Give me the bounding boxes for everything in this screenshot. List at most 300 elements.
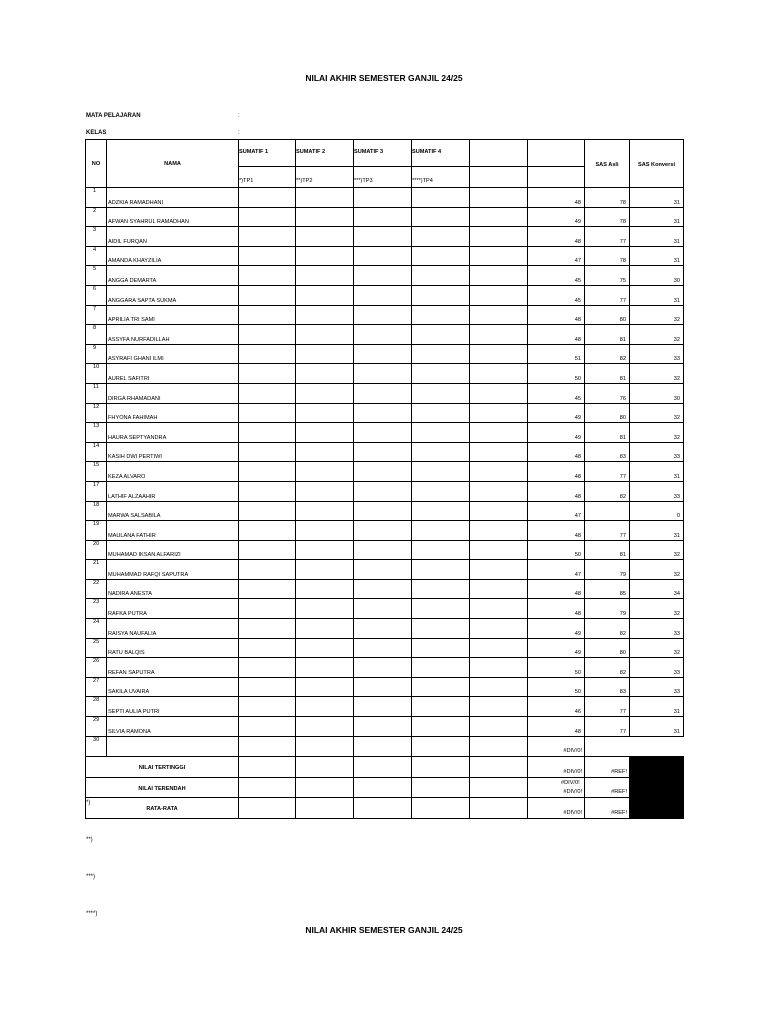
score-cell[interactable] [296, 462, 354, 482]
row-nama: SAKILA UVAIRA [107, 677, 239, 697]
row-total: 48 [528, 599, 585, 619]
row-nama: DIRGA RHAMADANI [107, 383, 239, 403]
score-cell[interactable] [412, 717, 470, 737]
score-cell[interactable] [296, 325, 354, 345]
row-total: 49 [528, 423, 585, 443]
score-cell[interactable] [239, 462, 296, 482]
summary-sas-konversi [630, 798, 684, 819]
score-cell[interactable] [412, 481, 470, 501]
score-cell[interactable] [296, 560, 354, 580]
header-empty-3 [470, 167, 528, 188]
summary-sas-asli: #REF! [585, 757, 630, 778]
row-nama: ASSYFA NURFADILLAH [107, 325, 239, 345]
score-cell[interactable] [412, 403, 470, 423]
score-cell[interactable] [470, 246, 528, 266]
table-row [86, 207, 684, 227]
row-nama: AMANDA KHAYZILIA [107, 246, 239, 266]
row-nama: KASIH DWI PERTIWI [107, 442, 239, 462]
table-row [86, 364, 684, 384]
score-cell[interactable] [412, 638, 470, 658]
header-sumatif-4: SUMATIF 4 [412, 140, 470, 167]
row-no: 17 [86, 481, 107, 501]
score-cell[interactable] [354, 246, 412, 266]
summary-cell [354, 757, 412, 778]
table-row [86, 266, 684, 286]
score-cell[interactable] [296, 227, 354, 247]
summary-label: NILAI TERENDAH [86, 777, 239, 798]
summary-cell [354, 777, 412, 798]
row-nama: RAISYA NAUFALIA [107, 619, 239, 639]
header-empty-4 [528, 167, 585, 188]
score-cell[interactable] [296, 364, 354, 384]
table-row [86, 717, 684, 737]
score-cell[interactable] [412, 246, 470, 266]
score-cell[interactable] [354, 188, 412, 208]
header-sas-konversi: SAS Konversi [630, 140, 684, 188]
header-tp4: ****)TP4 [412, 167, 470, 188]
row-nama: RAFKA PUTRA [107, 599, 239, 619]
score-cell[interactable] [470, 501, 528, 521]
score-cell[interactable] [239, 619, 296, 639]
table-row [86, 305, 684, 325]
row-total: 47 [528, 560, 585, 580]
table-row [86, 188, 684, 208]
score-cell[interactable] [470, 266, 528, 286]
header-sumatif-3: SUMATIF 3 [354, 140, 412, 167]
score-cell[interactable] [354, 364, 412, 384]
score-cell[interactable] [296, 442, 354, 462]
score-cell[interactable] [412, 658, 470, 678]
score-cell[interactable] [412, 677, 470, 697]
score-cell[interactable] [412, 619, 470, 639]
header-sumatif-1: SUMATIF 1 [239, 140, 296, 167]
row-sas-asli: 81 [585, 540, 630, 560]
row-sas-konversi: 32 [630, 325, 684, 345]
row-total: 50 [528, 658, 585, 678]
score-cell[interactable] [470, 481, 528, 501]
summary-sas-konversi [630, 757, 684, 778]
subject-value[interactable]: : [238, 113, 240, 119]
score-cell[interactable] [239, 658, 296, 678]
score-cell[interactable] [354, 638, 412, 658]
score-cell[interactable] [412, 599, 470, 619]
score-cell[interactable] [412, 442, 470, 462]
score-cell[interactable] [296, 619, 354, 639]
score-cell[interactable] [412, 501, 470, 521]
score-cell[interactable] [412, 227, 470, 247]
score-cell[interactable] [470, 677, 528, 697]
score-cell[interactable] [296, 697, 354, 717]
score-cell[interactable] [354, 717, 412, 737]
row-sas-konversi: 33 [630, 658, 684, 678]
row-no: 12 [86, 403, 107, 423]
score-cell[interactable] [412, 305, 470, 325]
score-cell[interactable] [239, 423, 296, 443]
score-cell[interactable] [296, 481, 354, 501]
score-cell[interactable] [354, 227, 412, 247]
summary-cell [296, 757, 354, 778]
row-no: 10 [86, 364, 107, 384]
score-cell[interactable] [296, 246, 354, 266]
score-cell[interactable] [470, 285, 528, 305]
summary-cell [239, 757, 296, 778]
table-row [86, 442, 684, 462]
row-sas-asli: 79 [585, 560, 630, 580]
table-row [86, 619, 684, 639]
score-cell[interactable] [239, 521, 296, 541]
page-title: NILAI AKHIR SEMESTER GANJIL 24/25 [305, 73, 463, 83]
row-total: 48 [528, 579, 585, 599]
footnote-4: ****) [86, 911, 98, 917]
score-cell[interactable] [354, 619, 412, 639]
row-nama: KEZA ALVARO [107, 462, 239, 482]
score-cell[interactable] [470, 403, 528, 423]
score-cell[interactable] [470, 227, 528, 247]
row-nama: MUHAMAD IKSAN ALFARIZI [107, 540, 239, 560]
row-no: 30 [86, 736, 107, 757]
score-cell[interactable] [296, 344, 354, 364]
row-sas-asli: 83 [585, 442, 630, 462]
row-sas-konversi: 32 [630, 305, 684, 325]
score-cell[interactable] [470, 521, 528, 541]
summary-sas-asli: #REF! [585, 777, 630, 798]
score-cell[interactable] [354, 521, 412, 541]
score-cell[interactable] [470, 383, 528, 403]
row-sas-konversi: 31 [630, 188, 684, 208]
score-cell[interactable] [296, 383, 354, 403]
score-cell[interactable] [354, 325, 412, 345]
score-cell[interactable] [239, 736, 296, 757]
row-no: 23 [86, 599, 107, 619]
subject-label-text: MATA PELAJARAN [86, 113, 141, 119]
score-cell[interactable] [412, 579, 470, 599]
row-sas-asli: 81 [585, 325, 630, 345]
score-cell[interactable] [470, 560, 528, 580]
score-cell[interactable] [470, 344, 528, 364]
row-no: 3 [86, 227, 107, 247]
row-total: 47 [528, 246, 585, 266]
score-cell[interactable] [239, 383, 296, 403]
score-cell[interactable] [296, 521, 354, 541]
table-row [86, 736, 684, 757]
table-row [86, 501, 684, 521]
score-cell[interactable] [354, 423, 412, 443]
row-sas-konversi: 33 [630, 442, 684, 462]
score-cell[interactable] [354, 560, 412, 580]
score-cell[interactable] [239, 246, 296, 266]
summary-cell [296, 777, 354, 798]
score-cell[interactable] [354, 462, 412, 482]
score-cell[interactable] [412, 344, 470, 364]
row-sas-konversi: 31 [630, 207, 684, 227]
row-no: 21 [86, 560, 107, 580]
header-empty-2 [528, 140, 585, 167]
summary-cell [412, 777, 470, 798]
score-cell[interactable] [354, 305, 412, 325]
score-cell[interactable] [470, 638, 528, 658]
score-cell[interactable] [470, 736, 528, 757]
row-total: 50 [528, 677, 585, 697]
score-cell[interactable] [296, 579, 354, 599]
score-cell[interactable] [239, 364, 296, 384]
score-cell[interactable] [239, 207, 296, 227]
score-cell[interactable] [239, 717, 296, 737]
header-row-1 [86, 140, 684, 167]
score-cell[interactable] [296, 540, 354, 560]
row-no: 11 [86, 383, 107, 403]
score-cell[interactable] [239, 677, 296, 697]
score-cell[interactable] [296, 677, 354, 697]
class-label [86, 130, 240, 136]
table-row [86, 481, 684, 501]
score-cell[interactable] [470, 697, 528, 717]
row-total: 46 [528, 697, 585, 717]
score-cell[interactable] [354, 658, 412, 678]
summary-total: #DIV/0! [528, 777, 585, 798]
score-cell[interactable] [470, 658, 528, 678]
row-no: 24 [86, 619, 107, 639]
score-cell[interactable] [470, 423, 528, 443]
row-sas-konversi: 32 [630, 540, 684, 560]
summary-cell [239, 798, 296, 819]
score-cell[interactable] [239, 325, 296, 345]
row-nama: LATHIF ALZAAHIR [107, 481, 239, 501]
row-sas-konversi: 34 [630, 579, 684, 599]
score-cell[interactable] [412, 325, 470, 345]
score-cell[interactable] [239, 188, 296, 208]
row-sas-konversi: 32 [630, 599, 684, 619]
row-no: 25 [86, 638, 107, 658]
score-cell[interactable] [296, 403, 354, 423]
score-cell[interactable] [470, 540, 528, 560]
score-cell[interactable] [239, 227, 296, 247]
score-cell[interactable] [354, 266, 412, 286]
score-cell[interactable] [354, 442, 412, 462]
row-no: 28 [86, 697, 107, 717]
row-sas-konversi: 32 [630, 364, 684, 384]
score-cell[interactable] [296, 207, 354, 227]
score-cell[interactable] [296, 638, 354, 658]
score-cell[interactable] [239, 442, 296, 462]
score-cell[interactable] [354, 697, 412, 717]
score-cell[interactable] [354, 207, 412, 227]
score-cell[interactable] [296, 285, 354, 305]
score-cell[interactable] [412, 540, 470, 560]
score-cell[interactable] [412, 207, 470, 227]
score-cell[interactable] [354, 285, 412, 305]
row-sas-asli: 77 [585, 462, 630, 482]
score-cell[interactable] [470, 305, 528, 325]
row-nama: FHYONA FAHIMAH [107, 403, 239, 423]
row-total: 45 [528, 285, 585, 305]
row-total: 47 [528, 501, 585, 521]
row-sas-asli: 76 [585, 383, 630, 403]
row-nama: ADZKIA RAMADHANI [107, 188, 239, 208]
row-sas-konversi: 31 [630, 227, 684, 247]
row-no: 7 [86, 305, 107, 325]
subject-label [86, 113, 240, 119]
row-sas-konversi: 30 [630, 383, 684, 403]
row-nama: APRILIA TRI SAMI [107, 305, 239, 325]
row-total: 45 [528, 266, 585, 286]
row-sas-konversi: 31 [630, 521, 684, 541]
row-nama: HAURA SEPTYANDRA [107, 423, 239, 443]
score-cell[interactable] [354, 344, 412, 364]
row-sas-asli: 79 [585, 599, 630, 619]
score-cell[interactable] [412, 188, 470, 208]
score-cell[interactable] [412, 462, 470, 482]
row-no: 13 [86, 423, 107, 443]
score-cell[interactable] [239, 560, 296, 580]
table-row [86, 599, 684, 619]
score-cell[interactable] [239, 638, 296, 658]
row-nama: MAULANA FATHIR [107, 521, 239, 541]
score-cell[interactable] [412, 285, 470, 305]
class-value[interactable]: : [238, 130, 240, 136]
table-row [86, 285, 684, 305]
score-cell[interactable] [412, 266, 470, 286]
table-row [86, 697, 684, 717]
table-row [86, 403, 684, 423]
score-cell[interactable] [354, 383, 412, 403]
footnote-1: *) [86, 800, 91, 806]
score-cell[interactable] [412, 560, 470, 580]
table-row [86, 638, 684, 658]
footnote-3: ***) [86, 874, 96, 880]
row-sas-asli: 77 [585, 521, 630, 541]
score-cell[interactable] [296, 658, 354, 678]
row-total: 48 [528, 305, 585, 325]
row-no: 27 [86, 677, 107, 697]
score-cell[interactable] [354, 481, 412, 501]
score-cell[interactable] [354, 736, 412, 757]
score-cell[interactable] [354, 579, 412, 599]
score-cell[interactable] [296, 717, 354, 737]
score-cell[interactable] [239, 540, 296, 560]
row-nama: AFWAN SYAHRUL RAMADHAN [107, 207, 239, 227]
table-row [86, 227, 684, 247]
score-cell[interactable] [239, 285, 296, 305]
score-cell[interactable] [470, 599, 528, 619]
class-label-text: KELAS [86, 130, 107, 136]
score-cell[interactable] [239, 481, 296, 501]
row-sas-asli: 82 [585, 619, 630, 639]
summary-cell [470, 777, 528, 798]
row-sas-asli: 77 [585, 697, 630, 717]
score-cell[interactable] [296, 305, 354, 325]
score-cell[interactable] [354, 403, 412, 423]
score-cell[interactable] [239, 501, 296, 521]
score-cell[interactable] [354, 599, 412, 619]
header-nama: NAMA [107, 140, 239, 188]
summary-cell [412, 757, 470, 778]
row-no: 15 [86, 462, 107, 482]
score-cell[interactable] [239, 305, 296, 325]
row-nama[interactable] [107, 736, 239, 757]
header-no: NO [86, 140, 107, 188]
summary-cell [239, 777, 296, 798]
row-no: 14 [86, 442, 107, 462]
score-cell[interactable] [470, 364, 528, 384]
row-sas-asli: 82 [585, 658, 630, 678]
score-cell[interactable] [239, 579, 296, 599]
row-sas-konversi: 31 [630, 246, 684, 266]
score-cell[interactable] [470, 579, 528, 599]
score-cell[interactable] [412, 423, 470, 443]
score-cell[interactable] [412, 364, 470, 384]
row-nama: SEPTI AULIA PUTRI [107, 697, 239, 717]
header-sumatif-2: SUMATIF 2 [296, 140, 354, 167]
row-sas-asli: 77 [585, 285, 630, 305]
score-cell[interactable] [296, 266, 354, 286]
table-row [86, 383, 684, 403]
score-cell[interactable] [239, 266, 296, 286]
score-cell[interactable] [412, 736, 470, 757]
score-cell[interactable] [296, 501, 354, 521]
score-cell[interactable] [239, 599, 296, 619]
footnote-2: **) [86, 837, 93, 843]
score-cell[interactable] [296, 423, 354, 443]
row-sas-konversi: 0 [630, 501, 684, 521]
score-cell[interactable] [412, 383, 470, 403]
score-cell[interactable] [412, 697, 470, 717]
score-cell[interactable] [354, 540, 412, 560]
row-sas-konversi: 33 [630, 481, 684, 501]
score-cell[interactable] [239, 344, 296, 364]
summary-cell [412, 798, 470, 819]
score-cell[interactable] [470, 462, 528, 482]
score-cell[interactable] [470, 442, 528, 462]
score-cell[interactable] [412, 521, 470, 541]
row-sas-asli: 81 [585, 364, 630, 384]
row-nama: ANGGA DEMARTA [107, 266, 239, 286]
score-cell[interactable] [296, 736, 354, 757]
summary-cell [470, 798, 528, 819]
summary-cell [296, 798, 354, 819]
score-cell[interactable] [296, 599, 354, 619]
row-sas-konversi: 31 [630, 697, 684, 717]
header-tp1: *)TP1 [239, 167, 296, 188]
score-cell[interactable] [470, 325, 528, 345]
row-no: 4 [86, 246, 107, 266]
row-no: 8 [86, 325, 107, 345]
score-cell[interactable] [239, 403, 296, 423]
row-no: 5 [86, 266, 107, 286]
score-cell[interactable] [470, 619, 528, 639]
row-no: 6 [86, 285, 107, 305]
score-cell[interactable] [296, 188, 354, 208]
row-no: 18 [86, 501, 107, 521]
score-cell[interactable] [470, 207, 528, 227]
row-total: 48 [528, 227, 585, 247]
row-nama: NADIRA ANESTA [107, 579, 239, 599]
row-total: 48 [528, 462, 585, 482]
row-total: 49 [528, 207, 585, 227]
score-cell[interactable] [239, 697, 296, 717]
table-row [86, 325, 684, 345]
score-cell[interactable] [354, 677, 412, 697]
score-cell[interactable] [470, 717, 528, 737]
row-sas-konversi: 32 [630, 560, 684, 580]
score-cell[interactable] [470, 188, 528, 208]
row-sas-asli [585, 736, 630, 757]
table-row [86, 521, 684, 541]
row-total: 45 [528, 383, 585, 403]
table-row [86, 677, 684, 697]
row-total: 48 [528, 717, 585, 737]
score-cell[interactable] [354, 501, 412, 521]
row-sas-konversi: 30 [630, 266, 684, 286]
